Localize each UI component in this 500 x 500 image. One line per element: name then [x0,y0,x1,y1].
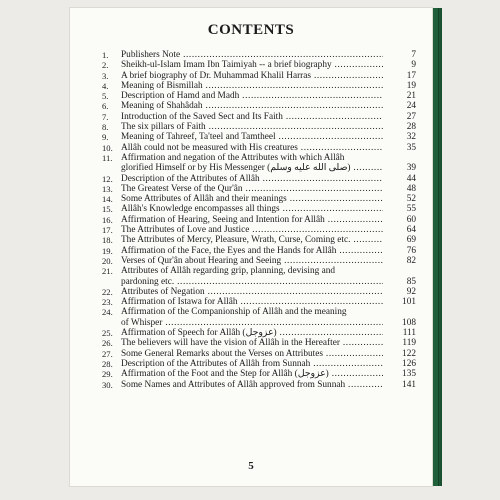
toc-entry [102,91,416,101]
toc-entry [102,153,416,163]
toc-entry-title: glorified Himself or by His Messenger (صلى الله عليه وسلم) ..... [121,163,383,173]
toc-entry-title: of Whisper ..... [121,318,383,328]
toc-entry-number: 26. [102,338,113,349]
toc-entry-title: Meaning of Bismillah ..... [121,81,383,91]
toc-entry-page: 21 [406,91,416,102]
toc-entry-page: 9 [411,60,416,71]
toc-entry-page: 28 [406,122,416,133]
toc-entry-title: Some Attributes of Allâh and their meanings ..... [121,194,383,204]
toc-entry-title: The Greatest Verse of the Qur'ân ..... [121,184,383,194]
toc-entry-number: 1. [102,50,109,60]
toc-entry-title: Affirmation of Speech for Allâh (عزوجل) ..... [121,328,383,338]
toc-entry-title: The Attributes of Love and Justice ..... [121,225,383,235]
toc-entry-number: 2. [102,60,109,71]
toc-entry-page: 135 [402,369,416,380]
toc-entry-page: 60 [406,214,416,225]
toc-entry-number: 15. [102,204,113,215]
toc-entry-number: 17. [102,225,113,236]
toc-entry-title: Affirmation of the Face, the Eyes and the Hands for Allâh ..... [121,246,383,256]
page-number: 5 [248,460,254,472]
toc-entry-number: 8. [102,122,109,133]
toc-entry [102,225,416,235]
toc-entry-title: Description of Hamd and Madh ..... [121,91,383,101]
toc-entry [102,318,416,328]
toc-entry-number: 16. [102,214,113,225]
toc-entry-title: Affirmation of the Foot and the Step for Allâh (عزوجل) ..... [121,369,383,379]
toc-entry [102,307,416,317]
toc-entry [102,132,416,142]
toc-entry-number: 7. [102,111,109,122]
toc-entry-page: 52 [406,194,416,205]
toc-entry-page: 17 [406,70,416,81]
toc-entry-page: 76 [406,245,416,256]
toc-entry-number: 28. [102,358,113,369]
toc-entry-title: Meaning of Tahreef, Ta'teel and Tamtheel ..... [121,132,383,142]
toc-entry [102,256,416,266]
toc-entry-page: 92 [406,286,416,297]
toc-entry-title: Sheikh-ul-Islam Imam Ibn Taimiyah -- a brief biography ..... [121,60,383,70]
toc-entry-title: The believers will have the vision of Allâh in the Hereafter ..... [121,338,383,348]
toc-entry-page: 141 [402,379,416,390]
toc-entry [102,204,416,214]
toc-entry [102,380,416,390]
toc-entry-page: 64 [406,225,416,236]
toc-entry-page: 44 [406,173,416,184]
toc-entry-title: Attributes of Negation ..... [121,287,383,297]
toc-entry-page: 24 [406,101,416,112]
toc-entry [102,81,416,91]
toc-entry-page: 85 [406,276,416,287]
toc-entry-number: 9. [102,132,109,143]
toc-entry-page: 119 [402,338,416,349]
toc-entry-title: Verses of Qur'ân about Hearing and Seeing ..... [121,256,383,266]
toc-entry-number: 6. [102,101,109,112]
toc-entry-number: 21. [102,266,113,277]
toc-entry-title: The six pillars of Faith ..... [121,122,383,132]
toc-entry-number: 30. [102,379,113,390]
toc-entry-title: Affirmation of the Companionship of Allâh and the meaning [121,307,347,318]
toc-entry-page: 19 [406,80,416,91]
toc-entry [102,266,416,276]
toc-entry-title: Allâh's Knowledge encompasses all things ..... [121,204,383,214]
toc-entry-number: 14. [102,194,113,205]
toc-entry [102,71,416,81]
book-page [70,8,432,486]
toc-entry-page: 39 [406,163,416,174]
toc-entry-title: Some General Remarks about the Verses on Attributes ..... [121,349,383,359]
toc-entry-title: Allâh could not be measured with His creatures ..... [121,143,383,153]
toc-entry [102,112,416,122]
toc-entry-title: Description of the Attributes of Allâh ..... [121,174,383,184]
toc-entry-page: 32 [406,132,416,143]
toc-entry [102,349,416,359]
toc-entry [102,122,416,132]
toc-entry [102,297,416,307]
toc-entry-page: 108 [402,317,416,328]
toc-entry-number: 19. [102,245,113,256]
toc-entry-number: 25. [102,328,113,339]
toc-entry-number: 29. [102,369,113,380]
toc-entry [102,215,416,225]
toc-entry-number: 22. [102,286,113,297]
toc-entry-title: Meaning of Shahâdah ..... [121,101,383,111]
toc-entry [102,184,416,194]
toc-entry-number: 20. [102,255,113,266]
toc-entry [102,50,416,60]
toc-entry-title: Publishers Note ..... [121,50,383,60]
toc-entry-title: Some Names and Attributes of Allâh approved from Sunnah ..... [121,380,383,390]
toc-entry-number: 10. [102,142,113,153]
toc-entry-number: 3. [102,70,109,81]
toc-entry [102,338,416,348]
toc-entry-page: 48 [406,183,416,194]
toc-entry-title: Affirmation of Hearing, Seeing and Intention for Allâh ..... [121,215,383,225]
toc-entry-title: The Attributes of Mercy, Pleasure, Wrath, Curse, Coming etc. ..... [121,235,383,245]
toc-entry-title: A brief biography of Dr. Muhammad Khalil Harras ..... [121,71,383,81]
toc-entry-page: 7 [411,50,416,60]
toc-entry-title: Affirmation of Istawa for Allâh ..... [121,297,383,307]
toc-entry-number: 13. [102,183,113,194]
toc-entry [102,369,416,379]
table-of-contents [102,50,416,390]
toc-entry-page: 55 [406,204,416,215]
toc-entry-page: 122 [402,348,416,359]
toc-entry-page: 35 [406,142,416,153]
toc-entry-number: 5. [102,91,109,102]
toc-entry [102,101,416,111]
toc-entry [102,194,416,204]
toc-entry-page: 69 [406,235,416,246]
toc-entry-page: 126 [402,358,416,369]
toc-entry-page: 27 [406,111,416,122]
toc-entry-page: 101 [402,297,416,308]
toc-entry [102,287,416,297]
toc-entry-number: 12. [102,173,113,184]
toc-entry-title: Attributes of Allâh regarding grip, planning, devising and [121,266,336,277]
toc-entry-title: pardoning etc. ..... [121,277,383,287]
toc-entry-number: 4. [102,80,109,91]
toc-entry-number: 18. [102,235,113,246]
toc-entry [102,60,416,70]
toc-entry [102,277,416,287]
toc-entry-number: 11. [102,152,113,163]
toc-entry [102,246,416,256]
toc-entry [102,235,416,245]
toc-entry-page: 82 [406,255,416,266]
page-title: CONTENTS [207,22,295,38]
toc-entry-number: 23. [102,297,113,308]
toc-entry [102,174,416,184]
toc-entry [102,328,416,338]
toc-entry-page: 111 [402,328,416,339]
toc-entry-title: Description of the Attributes of Allâh from Sunnah ..... [121,359,383,369]
toc-entry-number: 27. [102,348,113,359]
book-spine-edge [432,8,442,486]
toc-entry [102,163,416,173]
toc-entry-number: 24. [102,307,113,318]
toc-entry [102,359,416,369]
toc-entry-title: Introduction of the Saved Sect and Its Faith ..... [121,112,383,122]
toc-entry-title: Affirmation and negation of the Attributes with which Allâh [121,152,345,163]
toc-entry [102,143,416,153]
